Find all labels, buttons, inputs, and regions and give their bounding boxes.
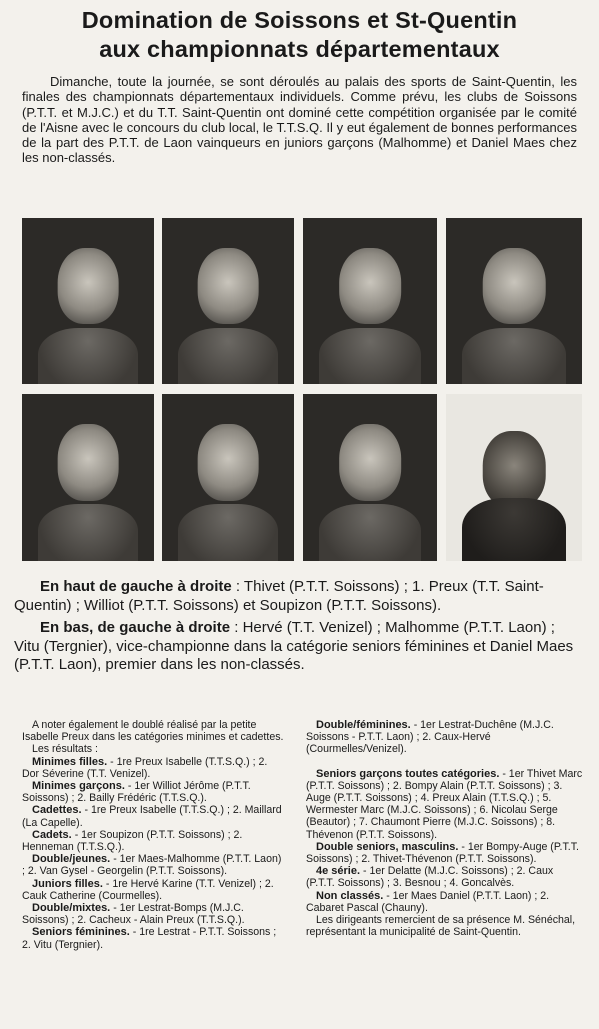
caption-top [14,578,584,615]
result-label: Seniors garçons toutes catégories. [316,767,500,780]
article-title [0,6,599,64]
result-entry [22,829,287,853]
result-entry [306,768,584,841]
photo-williot [303,218,437,384]
result-label: Seniors féminines. [32,926,130,939]
result-entry [22,878,287,902]
result-label: Minimes filles. [32,755,108,768]
result-label: Juniors filles. [32,877,103,890]
results-right-column [306,719,584,938]
result-label: Cadettes. [32,804,82,817]
result-text: - 1er Maes Daniel (P.T.T. Laon) ; 2. Cabaret Pascal (Chauny). [306,889,550,914]
photo-soupizon [446,218,582,384]
result-text: - 1er Maes-Malhomme (P.T.T. Laon) ; 2. Van Gysel - Georgelin (P.T.T. Soissons). [22,853,282,878]
result-entry [22,756,287,780]
photo-malhomme [162,394,294,561]
result-text: - 1er Lestrat-Bomps (M.J.C. Soissons) ; 2. Cacheux - Alain Preux (T.T.S.Q.). [22,902,245,927]
result-label: Double seniors, masculins. [316,840,459,853]
result-label: Double/mixtes. [32,902,111,915]
result-text: - 1er Soupizon (P.T.T. Soissons) ; 2. Henneman (T.T.S.Q.). [22,828,243,854]
result-entry [306,890,584,914]
result-entry [306,719,584,756]
result-text: - 1re Hervé Karine (T.T. Venizel) ; 2. Cauk Catherine (Courmelles). [22,877,274,902]
result-entry [22,853,287,877]
photo-caption [14,578,584,679]
results-heading: Les résultats : [32,743,98,756]
result-label: Double/jeunes. [32,853,111,866]
photo-vitu [303,394,437,561]
result-text: - 1er Lestrat-Duchêne (M.J.C. Soissons - P.T.T. Laon) ; 2. Caux-Hervé (Courmelles/Venizel). [306,719,554,756]
result-entry [22,926,287,950]
caption-bottom-label: En bas, de gauche à droite [40,619,231,636]
title-line-2: aux championnats départementaux [99,36,500,62]
photo-thivet [22,218,154,384]
result-text: - 1er Williot Jérôme (P.T.T. Soissons) ; 2. Bailly Frédéric (T.T.S.Q.). [22,780,251,805]
photo-preux [162,218,294,384]
result-text: - 1er Thivet Marc (P.T.T. Soissons) ; 2. Bompy Alain (P.T.T. Soissons) ; 3. Auge (P.T.T. Soissons) ; 4. Preux Alain (T.T.S.Q.) ; 5. Wermester Marc (M.J.C. Soissons) ; 6. Nicolau Serge (Beautor) ; 7. Chaumont Pierre (M.J.C. Soissons) ; 8. Thévenon (P.T.T. Soissons). [306,767,583,841]
result-text: - 1re Lestrat - P.T.T. Soissons ; 2. Vitu (Tergnier). [22,926,277,951]
caption-bottom-text: : Hervé (T.T. Venizel) ; Malhomme (P.T.T. Laon) ; Vitu (Tergnier), vice-championne dans la catégorie seniors féminines et Daniel Maes (P.T.T. Laon), premier dans les non-classés. [14,619,574,673]
result-entry [22,804,287,828]
result-label: Minimes garçons. [32,780,125,793]
results-left-column [22,719,287,951]
result-entry [306,865,584,889]
note-paragraph: A noter également le doublé réalisé par la petite Isabelle Preux dans les catégories minimes et cadettes. [22,719,284,744]
title-line-1: Domination de Soissons et St-Quentin [81,7,518,33]
caption-top-label: En haut de gauche à droite [40,578,232,595]
result-entry [22,902,287,926]
result-label: Cadets. [32,828,72,841]
intro-paragraph: Dimanche, toute la journée, se sont déroulés au palais des sports de Saint-Quentin, les finales des championnats départementaux individuels. Comme prévu, les clubs de Soissons (P.T.T. et M.J.C.) et du T.T. Saint-Quentin ont dominé cette compétition organisée par le comité de l'Aisne avec le concours du club local, le T.T.S.Q. Il y eut également de bonnes performances de la part des P.T.T. de Laon vainqueurs en juniors garçons (Malhomme) et Daniel Maes chez les non-classés. [22,74,577,166]
result-text: - 1re Preux Isabelle (T.T.S.Q.) ; 2. Maillard (La Capelle). [22,804,282,829]
closing-paragraph: Les dirigeants remercient de sa présence M. Sénéchal, représentant la municipalité de Saint-Quentin. [306,914,576,939]
result-text: - 1re Preux Isabelle (T.T.S.Q.) ; 2. Dor Séverine (T.T. Venizel). [22,755,268,780]
result-label: Non classés. [316,889,384,902]
photo-herve [22,394,154,561]
article [0,6,599,951]
caption-bottom [14,619,584,675]
result-text: - 1er Bompy-Auge (P.T.T. Soissons) ; 2. Thivet-Thévenon (P.T.T. Soissons). [306,840,579,866]
result-text: - 1er Delatte (M.J.C. Soissons) ; 2. Caux (P.T.T. Soissons) ; 3. Besnou ; 4. Goncalvès. [306,865,554,890]
result-label: Double/féminines. [316,719,411,731]
caption-top-text: : Thivet (P.T.T. Soissons) ; 1. Preux (T.T. Saint-Quentin) ; Williot (P.T.T. Soissons) et Soupizon (P.T.T. Soissons). [14,578,544,614]
result-entry [22,780,287,804]
result-label: 4e série. [316,865,361,878]
photo-grid [22,218,582,561]
result-entry [306,841,584,865]
photo-maes [446,394,582,561]
